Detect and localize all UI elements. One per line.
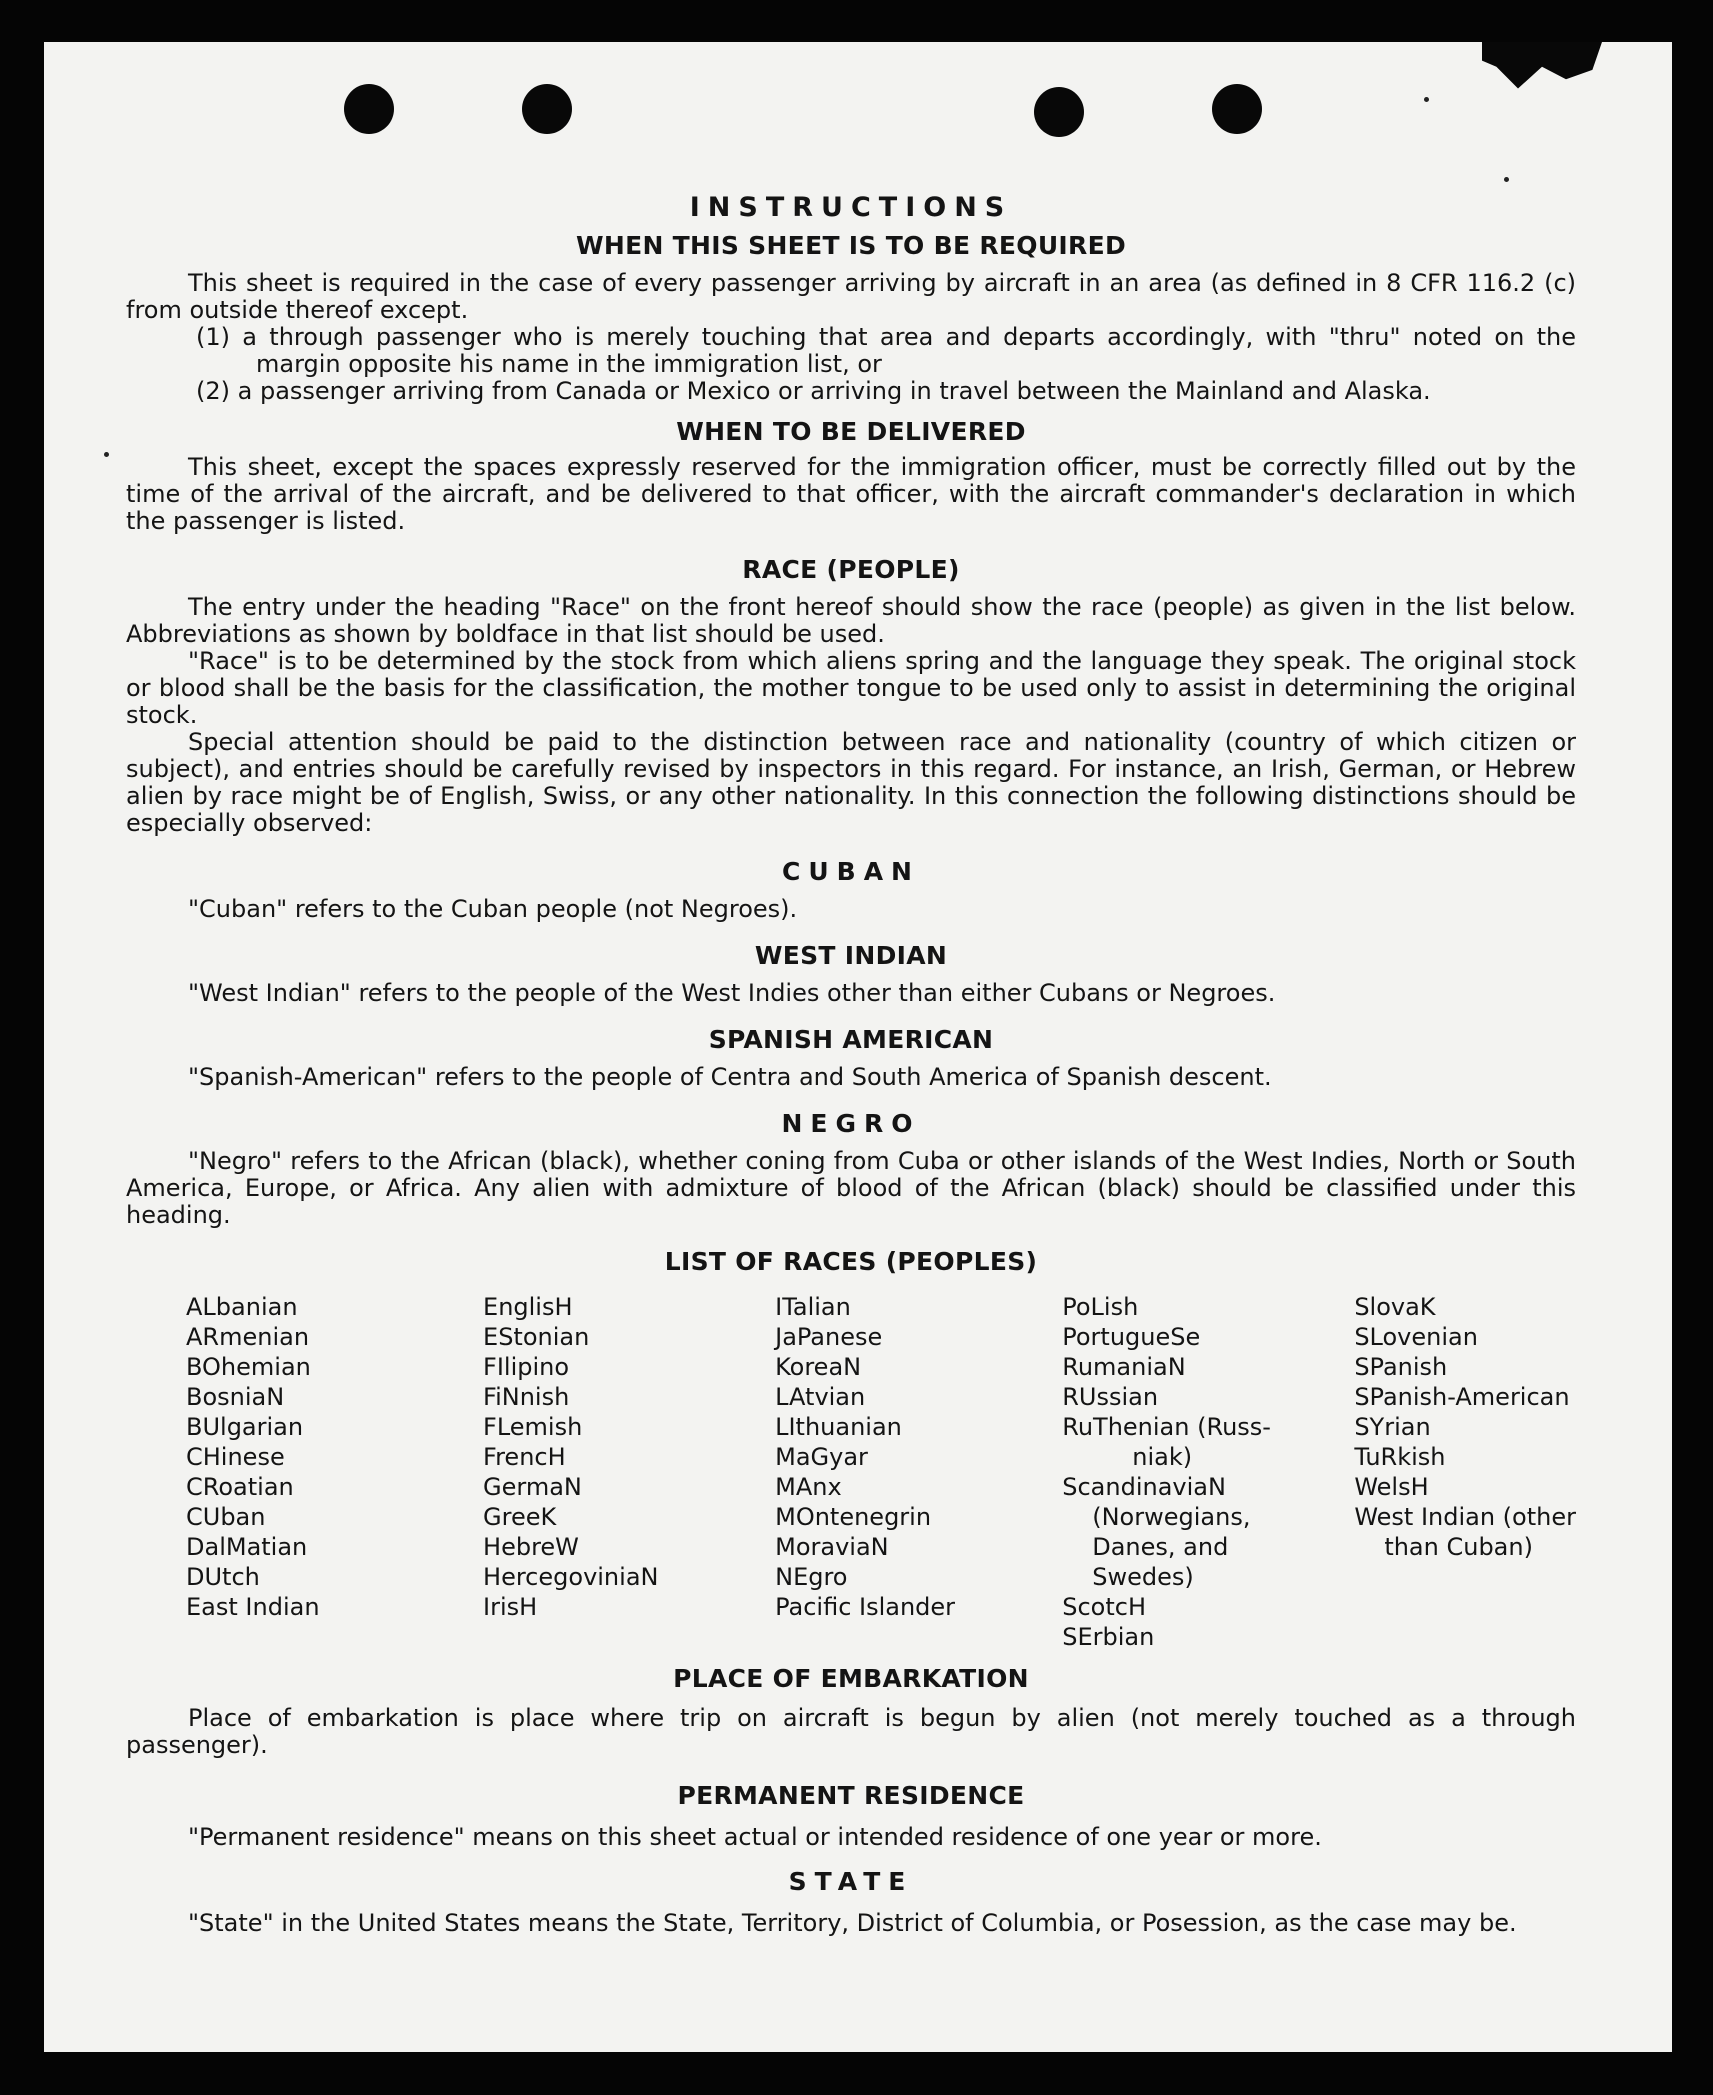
instructions-content [126, 192, 1576, 1937]
race-paragraph-3: Special attention should be paid to the distinction between race and nationality (country of which citizen or subject), and entries should be carefully revised by inspectors in this regard. For instance, an Irish, German, or Hebrew alien by race might be of English, Swiss, or any other nationality. In this connection the following distinctions should be especially observed: [126, 728, 1576, 837]
race-item: MoraviaN [775, 1533, 889, 1561]
race-item: FIlipino [483, 1353, 570, 1381]
race-item: FrencH [483, 1443, 566, 1471]
state-text: "State" in the United States means the State, Territory, District of Columbia, or Posession, as the case may be. [188, 1909, 1517, 1937]
heading-permanent-residence: PERMANENT RESIDENCE [677, 1781, 1025, 1810]
race-item: Swedes) [1092, 1563, 1194, 1591]
race-item: BosniaN [186, 1383, 285, 1411]
race-item: East Indian [186, 1593, 320, 1621]
spanish-american-text: "Spanish-American" refers to the people of Centra and South America of Spanish descent. [188, 1063, 1272, 1091]
race-paragraph-2: "Race" is to be determined by the stock from which aliens spring and the language they speak. The original stock or blood shall be the basis for the classification, the mother tongue to be used only to assist in determining the original stock. [126, 647, 1576, 729]
race-item: SlovaK [1354, 1293, 1436, 1321]
page-title: INSTRUCTIONS [689, 192, 1013, 223]
race-item: than Cuban) [1384, 1533, 1533, 1561]
torn-corner [1482, 42, 1602, 104]
cuban-text: "Cuban" refers to the Cuban people (not Negroes). [188, 895, 798, 923]
race-item: GermaN [483, 1473, 582, 1501]
race-item: LAtvian [775, 1383, 866, 1411]
embarkation-text: Place of embarkation is place where trip on aircraft is begun by alien (not merely touched as a through passenger). [126, 1704, 1576, 1759]
race-item: NEgro [775, 1563, 848, 1591]
race-item: LIthuanian [775, 1413, 902, 1441]
races-column [775, 1292, 1062, 1652]
race-item: RumaniaN [1062, 1353, 1186, 1381]
races-column [483, 1292, 775, 1652]
race-item: RUssian [1062, 1383, 1159, 1411]
race-item: HebreW [483, 1533, 579, 1561]
when-delivered-text: This sheet, except the spaces expressly reserved for the immigration officer, must be correctly filled out by the time of the arrival of the aircraft, and be delivered to that officer, with the aircraft commander's declaration in which the passenger is listed. [126, 453, 1576, 535]
races-column [1354, 1292, 1576, 1652]
race-item: MaGyar [775, 1443, 868, 1471]
race-item: ITalian [775, 1293, 851, 1321]
race-item: KoreaN [775, 1353, 862, 1381]
race-item: Danes, and [1092, 1533, 1229, 1561]
heading-when-delivered: WHEN TO BE DELIVERED [676, 417, 1026, 446]
heading-negro: NEGRO [781, 1109, 921, 1138]
race-item: Pacific Islander [775, 1593, 956, 1621]
race-item: IrisH [483, 1593, 538, 1621]
when-required-item-2: (2) a passenger arriving from Canada or Mexico or arriving in travel between the Mainland and Alaska. [196, 377, 1431, 405]
heading-cuban: CUBAN [782, 857, 920, 886]
race-item: SLovenian [1354, 1323, 1478, 1351]
heading-list-of-races: LIST OF RACES (PEOPLES) [664, 1247, 1038, 1276]
race-item: ScandinaviaN [1062, 1473, 1226, 1501]
race-item: SYrian [1354, 1413, 1431, 1441]
race-item: BUlgarian [186, 1413, 304, 1441]
race-item: DalMatian [186, 1533, 308, 1561]
heading-embarkation: PLACE OF EMBARKATION [673, 1664, 1029, 1693]
race-item: niak) [1132, 1443, 1193, 1471]
race-item: ALbanian [186, 1293, 298, 1321]
when-required-item-1: (1) a through passenger who is merely touching that area and departs accordingly, with "thru" noted on the margin opposite his name in the immigration list, or [196, 323, 1576, 378]
punch-hole [1034, 87, 1084, 137]
race-item: SErbian [1062, 1623, 1155, 1651]
race-paragraph-1: The entry under the heading "Race" on the front hereof should show the race (people) as given in the list below. Abbreviations as shown by boldface in that list should be used. [126, 593, 1576, 648]
race-item: GreeK [483, 1503, 557, 1531]
race-item: ScotcH [1062, 1593, 1146, 1621]
race-item: HercegoviniaN [483, 1563, 659, 1591]
when-required-intro: This sheet is required in the case of every passenger arriving by aircraft in an area (as defined in 8 CFR 116.2 (c) from outside thereof except. [126, 269, 1576, 324]
race-item: PortugueSe [1062, 1323, 1201, 1351]
speck [104, 452, 109, 457]
races-list [186, 1292, 1576, 1652]
race-item: CHinese [186, 1443, 285, 1471]
heading-west-indian: WEST INDIAN [754, 941, 948, 970]
race-item: West Indian (other [1354, 1503, 1576, 1531]
speck [1424, 97, 1429, 102]
race-item: RuThenian (Russ- [1062, 1413, 1271, 1441]
speck [1504, 177, 1509, 182]
race-item: FLemish [483, 1413, 583, 1441]
race-item: MAnx [775, 1473, 842, 1501]
race-item: MOntenegrin [775, 1503, 932, 1531]
races-column [1062, 1292, 1354, 1652]
race-item: DUtch [186, 1563, 260, 1591]
heading-spanish-american: SPANISH AMERICAN [708, 1025, 994, 1054]
race-item: WelsH [1354, 1473, 1429, 1501]
residence-text: "Permanent residence" means on this sheet actual or intended residence of one year or more. [188, 1823, 1322, 1851]
punch-hole [522, 84, 572, 134]
race-item: CRoatian [186, 1473, 294, 1501]
punch-hole [1212, 84, 1262, 134]
race-item: SPanish-American [1354, 1383, 1570, 1411]
race-item: EStonian [483, 1323, 590, 1351]
race-item: SPanish [1354, 1353, 1448, 1381]
heading-race: RACE (PEOPLE) [742, 555, 960, 584]
race-item: EnglisH [483, 1293, 573, 1321]
race-item: BOhemian [186, 1353, 311, 1381]
race-item: TuRkish [1354, 1443, 1446, 1471]
document-page [44, 42, 1672, 2052]
race-item: (Norwegians, [1092, 1503, 1251, 1531]
west-indian-text: "West Indian" refers to the people of the West Indies other than either Cubans or Negroes. [188, 979, 1276, 1007]
heading-when-required: WHEN THIS SHEET IS TO BE REQUIRED [575, 231, 1127, 260]
race-item: PoLish [1062, 1293, 1139, 1321]
punch-hole [344, 84, 394, 134]
race-item: ARmenian [186, 1323, 310, 1351]
race-item: CUban [186, 1503, 266, 1531]
races-column [186, 1292, 483, 1652]
negro-text: "Negro" refers to the African (black), whether coning from Cuba or other islands of the West Indies, North or South America, Europe, or Africa. Any alien with admixture of blood of the African (black) should be classified under this heading. [126, 1147, 1576, 1229]
heading-state: STATE [788, 1867, 914, 1896]
race-item: FiNnish [483, 1383, 570, 1411]
race-item: JaPanese [775, 1323, 883, 1351]
